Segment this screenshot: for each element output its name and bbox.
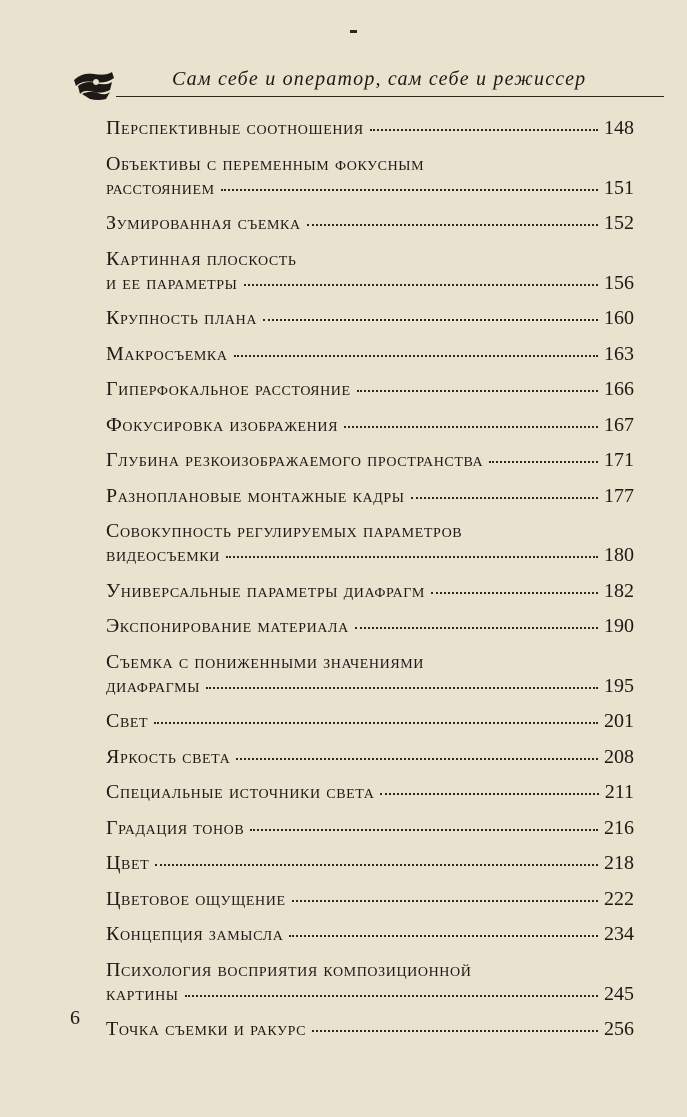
dot-leader <box>234 351 598 357</box>
toc-entry-page: 222 <box>604 887 634 910</box>
toc-entry-title: видеосъемки <box>106 544 220 566</box>
toc-entry-page: 151 <box>604 176 634 199</box>
toc-entry-title: Крупность плана <box>106 307 258 329</box>
toc-entry-page: 156 <box>604 271 634 294</box>
dot-leader <box>226 552 598 558</box>
toc-entry-title: Фокусировка изображения <box>106 413 339 436</box>
dot-leader <box>344 422 598 428</box>
toc-entry <box>106 116 634 140</box>
toc-entry <box>106 342 634 366</box>
dot-leader <box>411 493 598 499</box>
toc-entry-title: диафрагмы <box>106 674 201 697</box>
toc-entry-page: 152 <box>604 212 634 234</box>
toc-entry-page: 160 <box>604 307 634 329</box>
toc-entry <box>106 448 634 472</box>
toc-entry-page: 180 <box>604 544 634 566</box>
toc-entry-title: Свет <box>106 710 149 732</box>
dot-leader <box>244 280 599 286</box>
toc-entry-line <box>106 377 634 401</box>
toc-entry-title: Гиперфокальное расстояние <box>106 378 351 400</box>
toc-entry-title: Разноплановые монтажные кадры <box>106 484 405 507</box>
toc-entry-line <box>106 674 634 698</box>
dot-leader <box>263 315 598 321</box>
dot-leader <box>185 991 598 997</box>
toc-entry-page: 216 <box>604 816 634 839</box>
toc-entry-page: 218 <box>604 852 634 874</box>
dot-leader <box>312 1026 598 1032</box>
toc-entry-title: Экспонирование материала <box>106 615 349 637</box>
running-title: Сам себе и оператор, сам себе и режиссер <box>172 68 587 90</box>
toc-entry <box>106 377 634 401</box>
toc-entry-line <box>106 922 634 946</box>
toc-entry <box>106 211 634 235</box>
toc-entry-title: Яркость света <box>106 745 231 768</box>
toc-entry-title-line1: Съемка с пониженными значениями <box>106 650 425 673</box>
toc-entry-title: Точка съемки и ракурс <box>106 1018 307 1040</box>
toc-entry-line <box>106 745 634 769</box>
toc-entry-page: 195 <box>604 674 634 697</box>
toc-entry-line <box>106 982 634 1006</box>
toc-entry-line <box>106 579 634 603</box>
dot-leader <box>292 896 598 902</box>
toc-entry <box>106 519 634 567</box>
toc-entry-line <box>106 448 634 472</box>
toc-entry-line <box>106 1017 634 1041</box>
toc-entry-line <box>106 413 634 437</box>
toc-entry-line <box>106 709 634 733</box>
toc-entry <box>106 780 634 804</box>
toc-entry-line <box>106 780 634 804</box>
toc-entry-line <box>106 614 634 638</box>
toc-entry-page: 171 <box>604 449 634 471</box>
toc-entry-title: картины <box>106 982 179 1005</box>
toc-entry-title: Глубина резкоизображаемого пространства <box>106 449 484 471</box>
toc-entry-page: 190 <box>604 615 634 637</box>
toc-entry-title: Зумированная съемка <box>106 212 301 234</box>
toc-entry <box>106 709 634 733</box>
toc-entry-page: 148 <box>604 117 634 139</box>
dot-leader <box>206 683 598 689</box>
toc-entry-line <box>106 271 634 295</box>
toc-entry-page: 256 <box>604 1018 634 1040</box>
toc-entry-line <box>106 176 634 200</box>
toc-entry <box>106 745 634 769</box>
dot-leader <box>489 457 598 463</box>
dot-leader <box>355 623 598 629</box>
toc-entry-page: 182 <box>604 579 634 602</box>
toc-entry <box>106 851 634 875</box>
toc-entry-title: Специальные источники света <box>106 781 375 803</box>
toc-entry-title: Перспективные соотношения <box>106 117 364 139</box>
dot-leader <box>289 931 598 937</box>
toc-entry-page: 211 <box>604 781 634 803</box>
toc-entry <box>106 650 634 698</box>
table-of-contents <box>106 116 634 1053</box>
toc-entry-page: 166 <box>604 378 634 400</box>
toc-entry <box>106 816 634 840</box>
toc-entry <box>106 1017 634 1041</box>
toc-entry-title-line1: Совокупность регулируемых параметров <box>106 520 463 542</box>
toc-entry-line <box>106 211 634 235</box>
toc-entry <box>106 152 634 200</box>
toc-entry-title: Градация тонов <box>106 816 245 839</box>
toc-entry-line <box>106 543 634 567</box>
toc-entry-page: 208 <box>604 745 634 768</box>
toc-entry-title-line1: Психология восприятия композиционной <box>106 958 472 981</box>
toc-entry <box>106 247 634 295</box>
toc-entry-line <box>106 816 634 840</box>
toc-entry-line <box>106 116 634 140</box>
dot-leader <box>380 789 598 795</box>
toc-entry-title: Универсальные параметры диафрагм <box>106 579 425 602</box>
toc-entry-page: 201 <box>604 710 634 732</box>
dot-leader <box>155 860 598 866</box>
toc-entry-line <box>106 851 634 875</box>
toc-entry-title: расстоянием <box>106 176 215 199</box>
toc-entry-title: и ее параметры <box>106 271 238 294</box>
toc-entry-line <box>106 342 634 366</box>
toc-entry <box>106 614 634 638</box>
print-mark <box>350 30 357 33</box>
toc-entry <box>106 958 634 1006</box>
dot-leader <box>221 185 598 191</box>
ornamental-emblem-icon <box>72 68 116 102</box>
dot-leader <box>154 718 598 724</box>
dot-leader <box>307 220 598 226</box>
toc-entry <box>106 306 634 330</box>
toc-entry-title: Цветовое ощущение <box>106 887 286 910</box>
toc-entry-page: 163 <box>604 342 634 365</box>
toc-entry <box>106 887 634 911</box>
toc-entry-title-line1: Объективы с переменным фокусным <box>106 152 425 175</box>
toc-entry-title: Концепция замысла <box>106 923 284 945</box>
toc-entry <box>106 579 634 603</box>
toc-entry-line <box>106 484 634 508</box>
dot-leader <box>357 386 598 392</box>
toc-entry-line <box>106 306 634 330</box>
toc-entry-title: Макросъемка <box>106 342 228 365</box>
running-header <box>72 64 652 102</box>
header-rule <box>116 96 664 97</box>
toc-entry-page: 245 <box>604 982 634 1005</box>
toc-entry-page: 234 <box>604 923 634 945</box>
toc-entry-page: 177 <box>604 484 634 507</box>
toc-entry-title: Цвет <box>106 852 150 874</box>
page-number: 6 <box>70 1007 80 1029</box>
dot-leader <box>236 754 598 760</box>
toc-entry-title-line1: Картинная плоскость <box>106 247 297 270</box>
dot-leader <box>250 825 598 831</box>
toc-entry-line <box>106 887 634 911</box>
dot-leader <box>431 588 598 594</box>
toc-entry <box>106 484 634 508</box>
toc-entry <box>106 413 634 437</box>
dot-leader <box>370 125 598 131</box>
toc-entry-page: 167 <box>604 413 634 436</box>
toc-entry <box>106 922 634 946</box>
